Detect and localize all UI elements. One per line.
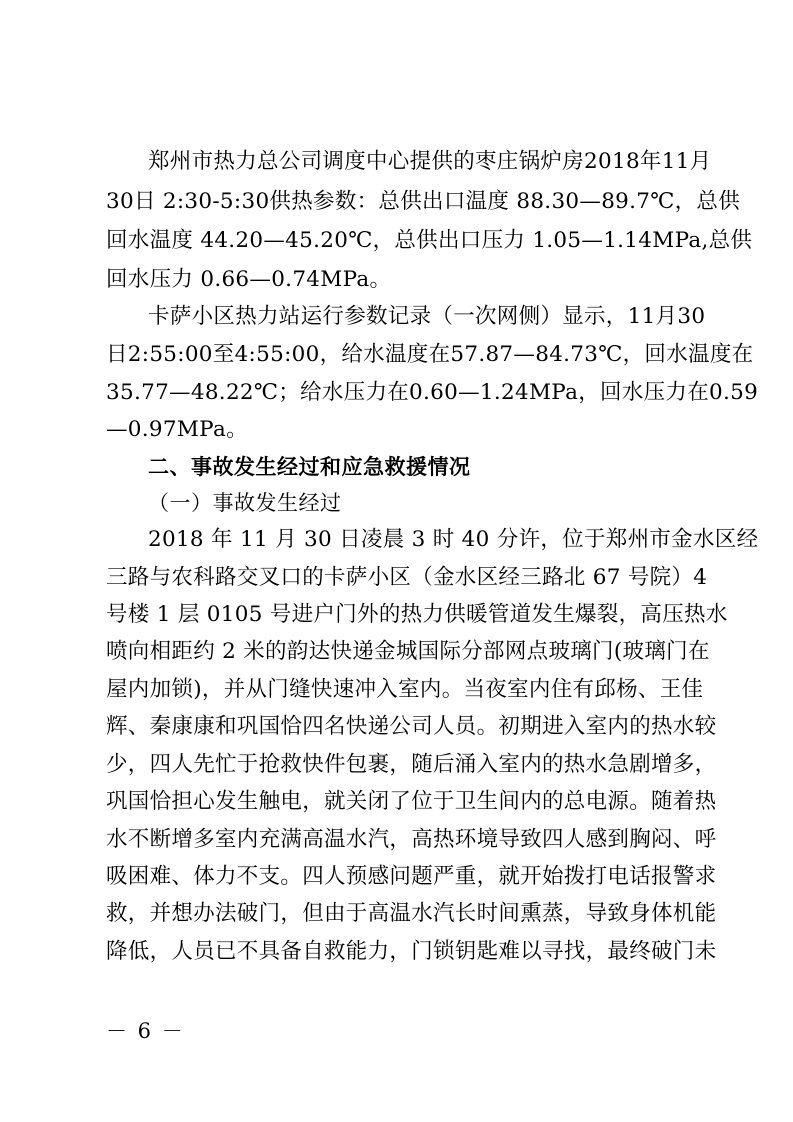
paragraph-1-line-2: 30日 2:30-5:30供热参数：总供出口温度 88.30—89.7℃，总供 (106, 189, 741, 214)
paragraph-3-line-11: 救，并想办法破门，但由于高温水汽长时间熏蒸，导致身体机能 (106, 901, 717, 926)
paragraph-3-line-4: 喷向相距约 2 米的韵达快递金城国际分部网点玻璃门(玻璃门在 (106, 639, 710, 664)
paragraph-3-line-3: 号楼 1 层 0105 号进户门外的热力供暖管道发生爆裂，高压热水 (106, 602, 728, 627)
paragraph-3-line-10: 吸困难、体力不支。四人预感问题严重，就开始拨打电话报警求 (106, 864, 717, 889)
paragraph-1-line-4: 回水压力 0.66—0.74MPa。 (106, 267, 392, 292)
subsection-heading: （一）事故发生经过 (148, 491, 342, 515)
section-heading: 二、事故发生经过和应急救援情况 (148, 455, 471, 479)
paragraph-1-line-1: 郑州市热力总公司调度中心提供的枣庄锅炉房2018年11月 (148, 149, 712, 174)
paragraph-3-line-1: 2018 年 11 月 30 日凌晨 3 时 40 分许，位于郑州市金水区经 (148, 527, 759, 552)
paragraph-2-line-2: 日2:55:00至4:55:00，给水温度在57.87—84.73℃，回水温度在 (106, 342, 754, 367)
paragraph-1-line-3: 回水温度 44.20—45.20℃，总供出口压力 1.05—1.14MPa,总供 (106, 228, 753, 253)
paragraph-3-line-9: 水不断增多室内充满高温水汽，高热环境导致四人感到胸闷、呼 (106, 827, 717, 852)
paragraph-3-line-7: 少，四人先忙于抢救快件包裹，随后涌入室内的热水急剧增多， (106, 752, 717, 777)
paragraph-3-line-5: 屋内加锁)，并从门缝快速冲入室内。当夜室内住有邱杨、王佳 (106, 677, 704, 702)
page-number: － 6 － (106, 1019, 185, 1043)
paragraph-2-line-3: 35.77—48.22℃；给水压力在0.60—1.24MPa，回水压力在0.59 (106, 380, 759, 405)
paragraph-3-line-2: 三路与农科路交叉口的卡萨小区（金水区经三路北 67 号院）4 (106, 565, 708, 590)
paragraph-3-line-8: 巩国恰担心发生触电，就关闭了位于卫生间内的总电源。随着热 (106, 789, 717, 814)
paragraph-3-line-6: 辉、秦康康和巩国恰四名快递公司人员。初期进入室内的热水较 (106, 714, 717, 739)
paragraph-3-line-12: 降低，人员已不具备自救能力，门锁钥匙难以寻找，最终破门未 (106, 939, 717, 964)
paragraph-2-line-4: —0.97MPa。 (106, 417, 248, 442)
paragraph-2-line-1: 卡萨小区热力站运行参数记录（一次网侧）显示，11月30 (148, 304, 706, 329)
